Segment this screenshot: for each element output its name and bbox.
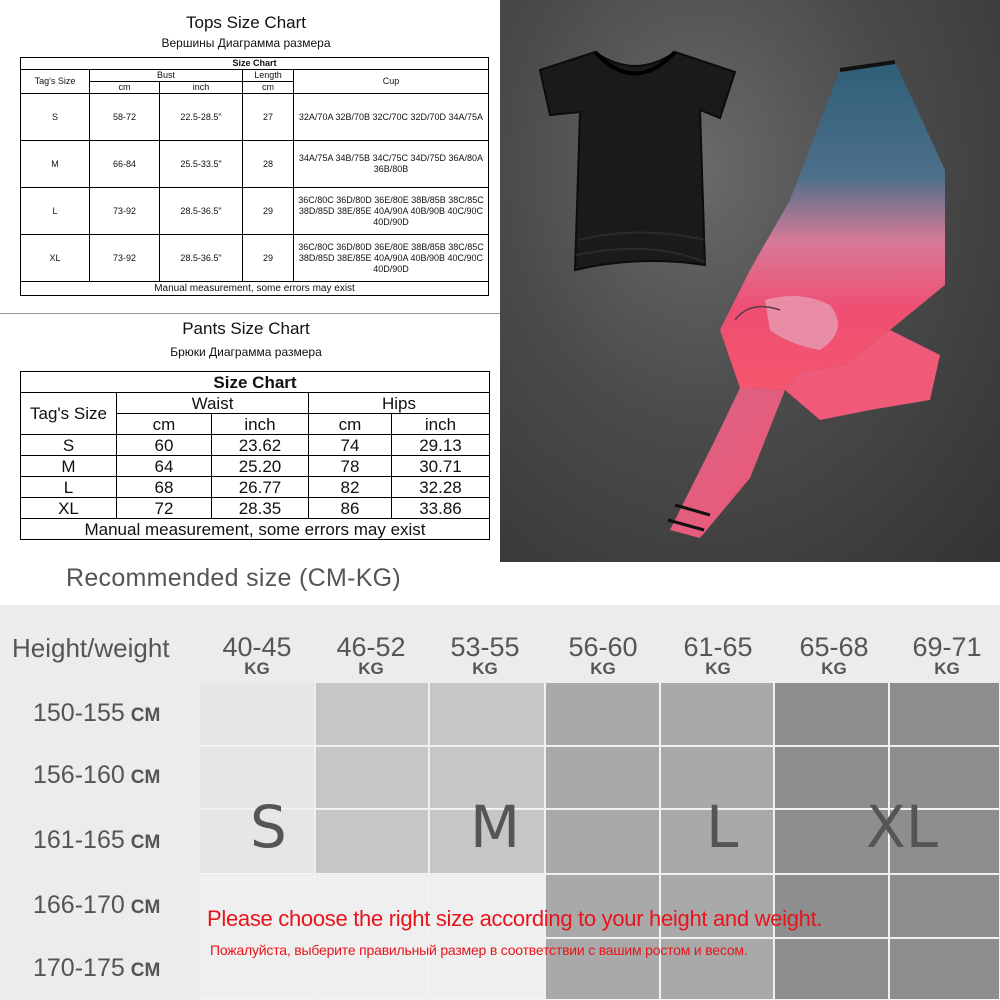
pants-table-title: Size Chart [21,372,490,393]
height-label: 156-160 CM [33,761,161,789]
tops-unit-cm: cm [90,82,160,94]
leggings-image [668,62,945,538]
pants-waist-cm: 72 [117,498,212,519]
pants-waist-inch: 23.62 [212,435,309,456]
size-letter-l: L [706,793,739,861]
pants-waist-cm: 68 [117,477,212,498]
size-letter-m: M [470,793,521,861]
height-label: 150-155 CM [33,699,161,727]
tops-col-bust: Bust [90,70,243,82]
tops-bust-inch: 28.5-36.5" [160,235,243,282]
tops-table [20,57,489,296]
pants-hips-cm: 86 [309,498,392,519]
tops-cup: 34A/75A 34B/75B 34C/75C 34D/75D 36A/80A 36B/80B [294,141,489,188]
pants-waist-cm: 60 [117,435,212,456]
pants-hips-cm: 78 [309,456,392,477]
tops-length: 29 [243,188,294,235]
tops-size-chart [0,0,500,320]
pants-waist-inch: 28.35 [212,498,309,519]
tops-cup: 36C/80C 36D/80D 36E/80E 38B/85B 38C/85C 38D/85D 38E/85E 40A/90A 40B/90B 40C/90C 40D/90D [294,188,489,235]
tops-size: S [21,94,90,141]
table-row [21,235,489,282]
tops-col-tag: Tag's Size [21,70,90,94]
tops-bust-cm: 73-92 [90,188,160,235]
product-photo [500,0,1000,562]
size-notice-ru: Пожалуйста, выберите правильный размер в соответствии с вашим ростом и весом. [210,942,748,958]
size-cell [316,810,429,874]
pants-waist-inch: 26.77 [212,477,309,498]
pants-footer: Manual measurement, some errors may exist [21,519,490,540]
table-row [21,141,489,188]
pants-hips-inch: 29.13 [392,435,490,456]
size-cell [546,810,660,874]
size-cell [775,939,889,1000]
pants-hips-inch: 33.86 [392,498,490,519]
size-cell [890,939,1000,1000]
tops-col-cup: Cup [294,70,489,94]
crop-top-image [540,52,735,270]
size-cell [890,683,1000,746]
weight-header: 61-65 KG [683,632,753,678]
size-letter-s: S [250,793,287,861]
pants-size: S [21,435,117,456]
tops-length: 29 [243,235,294,282]
pants-hips-cm: 74 [309,435,392,456]
height-label: 170-175 CM [33,954,161,982]
tops-bust-cm: 58-72 [90,94,160,141]
table-row [21,456,490,477]
tops-size: M [21,141,90,188]
recommended-size-grid [0,605,1000,1000]
pants-size: M [21,456,117,477]
pants-col-hips: Hips [309,393,490,414]
height-label: 166-170 CM [33,891,161,919]
section-divider [0,313,500,314]
tops-bust-inch: 22.5-28.5" [160,94,243,141]
table-row [21,94,489,141]
size-letter-xl: XL [866,793,939,861]
recommended-title: Recommended size (CM-KG) [66,564,402,592]
tops-title: Tops Size Chart [186,13,306,32]
size-cell [316,683,429,746]
pants-unit-inch: inch [212,414,309,435]
pants-size: L [21,477,117,498]
tops-unit-inch: inch [160,82,243,94]
tops-cup: 32A/70A 32B/70B 32C/70C 32D/70D 34A/75A [294,94,489,141]
pants-hips-inch: 30.71 [392,456,490,477]
size-cell [430,683,545,746]
table-row [21,498,490,519]
weight-header: 46-52 KG [336,632,406,678]
pants-title-ru: Брюки Диаграмма размера [170,345,322,359]
tops-bust-cm: 66-84 [90,141,160,188]
pants-hips-inch: 32.28 [392,477,490,498]
pants-col-tag: Tag's Size [21,393,117,435]
size-cell [200,683,315,746]
pants-hips-cm: 82 [309,477,392,498]
tops-cup: 36C/80C 36D/80D 36E/80E 38B/85B 38C/85C 38D/85D 38E/85E 40A/90A 40B/90B 40C/90C 40D/90D [294,235,489,282]
tops-unit-cm-length: cm [243,82,294,94]
pants-size: XL [21,498,117,519]
tops-footer: Manual measurement, some errors may exist [21,282,489,296]
size-notice-en: Please choose the right size according to your height and weight. [207,906,823,931]
weight-header: 40-45 KG [222,632,292,678]
weight-header: 69-71 KG [912,632,982,678]
size-cell [661,683,774,746]
size-cell [775,683,889,746]
table-row [21,477,490,498]
pants-title: Pants Size Chart [182,319,310,338]
weight-header: 65-68 KG [799,632,869,678]
tops-bust-inch: 28.5-36.5" [160,188,243,235]
pants-waist-inch: 25.20 [212,456,309,477]
tops-col-length: Length [243,70,294,82]
height-label: 161-165 CM [33,826,161,854]
pants-unit-cm: cm [309,414,392,435]
size-cell [890,875,1000,938]
tops-length: 28 [243,141,294,188]
size-cell [546,747,660,809]
table-row [21,435,490,456]
tops-table-title: Size Chart [21,58,489,70]
tops-title-ru: Вершины Диаграмма размера [161,36,331,50]
pants-table [20,371,490,540]
product-illustration [500,0,1000,562]
size-cell [316,747,429,809]
pants-waist-cm: 64 [117,456,212,477]
size-cell [546,683,660,746]
weight-header: 53-55 KG [450,632,520,678]
tops-size: XL [21,235,90,282]
pants-col-waist: Waist [117,393,309,414]
tops-bust-inch: 25.5-33.5" [160,141,243,188]
weight-header: 56-60 KG [568,632,638,678]
tops-bust-cm: 73-92 [90,235,160,282]
table-row [21,188,489,235]
height-weight-label: Height/weight [12,633,170,663]
pants-unit-inch: inch [392,414,490,435]
pants-unit-cm: cm [117,414,212,435]
tops-size: L [21,188,90,235]
tops-length: 27 [243,94,294,141]
